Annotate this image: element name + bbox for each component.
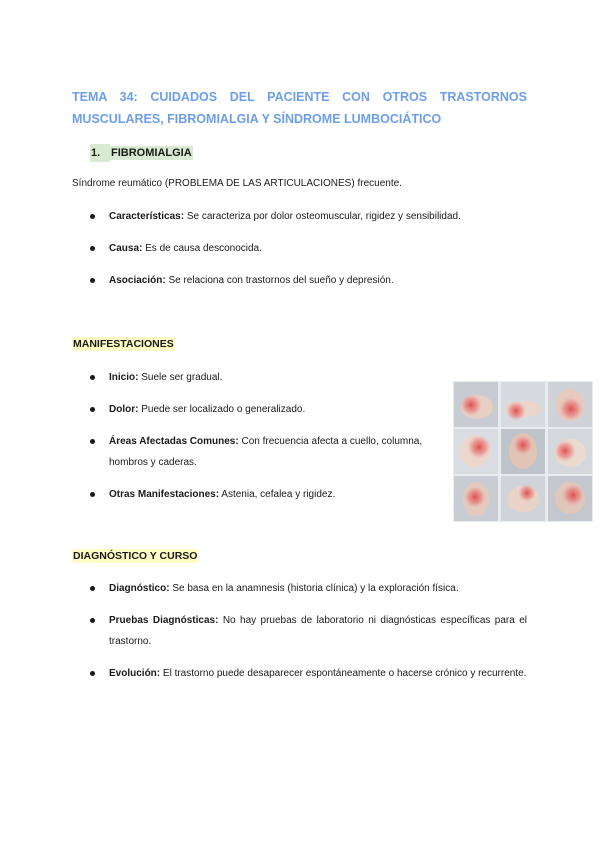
pain-collage-image xyxy=(453,381,593,522)
section-heading-text: DIAGNÓSTICO Y CURSO xyxy=(73,550,198,562)
item-term: Dolor: xyxy=(109,404,139,415)
section-heading-diagnostico xyxy=(72,548,198,564)
bullet-icon xyxy=(90,375,95,380)
intro-paragraph: Síndrome reumático (PROBLEMA DE LAS ARTICULACIONES) frecuente. xyxy=(72,178,402,189)
item-text: Suele ser gradual. xyxy=(138,372,223,383)
section-heading-fibromialgia xyxy=(90,144,193,162)
item-term: Inicio: xyxy=(109,372,139,383)
item-term: Diagnóstico: xyxy=(109,583,170,594)
item-text: Puede ser localizado o generalizado. xyxy=(138,404,306,415)
list-item xyxy=(72,238,532,259)
bullet-icon xyxy=(90,439,95,444)
fibromialgia-list xyxy=(72,206,532,291)
manifestaciones-list xyxy=(72,367,447,505)
section-heading-manifestaciones xyxy=(72,336,175,352)
list-item xyxy=(72,663,527,684)
bullet-icon xyxy=(90,671,95,676)
item-term: Características: xyxy=(109,211,185,222)
item-text: El trastorno puede desaparecer espontáneamente o hacerse crónico y recurrente. xyxy=(160,668,527,679)
list-item xyxy=(72,610,527,652)
list-item xyxy=(72,431,447,473)
item-text: Se caracteriza por dolor osteomuscular, rigidez y sensibilidad. xyxy=(184,211,461,222)
section-number: 1. xyxy=(90,144,110,162)
list-item xyxy=(72,578,527,599)
bullet-icon xyxy=(90,214,95,219)
list-item xyxy=(72,270,532,291)
item-text: Astenia, cefalea y rigidez. xyxy=(219,489,336,500)
bullet-icon xyxy=(90,278,95,283)
bullet-icon xyxy=(90,246,95,251)
section-heading-text: MANIFESTACIONES xyxy=(73,338,174,350)
item-term: Causa: xyxy=(109,243,143,254)
title-line-1: TEMA 34: CUIDADOS DEL PACIENTE CON OTROS TRASTORNOS xyxy=(72,90,527,104)
page-title xyxy=(72,86,527,130)
diagnostico-list xyxy=(72,578,527,684)
list-item xyxy=(72,399,447,420)
list-item xyxy=(72,367,447,388)
item-text: Es de causa desconocida. xyxy=(142,243,262,254)
item-text: Se basa en la anamnesis (historia clínica) y la exploración física. xyxy=(169,583,459,594)
title-line-2: MUSCULARES, FIBROMIALGIA Y SÍNDROME LUMBOCIÁTICO xyxy=(72,112,442,126)
item-text: No hay pruebas de laboratorio ni diagnósticas específicas para el trastorno. xyxy=(109,615,527,647)
list-item xyxy=(72,206,532,227)
section-label: FIBROMIALGIA xyxy=(111,147,192,159)
item-text: Con frecuencia afecta a cuello, columna, hombros y caderas. xyxy=(109,436,423,468)
bullet-icon xyxy=(90,407,95,412)
bullet-icon xyxy=(90,492,95,497)
item-term: Evolución: xyxy=(109,668,161,679)
item-term: Áreas Afectadas Comunes: xyxy=(109,436,239,447)
item-term: Otras Manifestaciones: xyxy=(109,489,220,500)
bullet-icon xyxy=(90,618,95,623)
item-text: Se relaciona con trastornos del sueño y depresión. xyxy=(165,275,394,286)
list-item xyxy=(72,484,447,505)
bullet-icon xyxy=(90,586,95,591)
pain-collage-graphic xyxy=(453,381,593,522)
item-term: Pruebas Diagnósticas: xyxy=(109,615,219,626)
item-term: Asociación: xyxy=(109,275,166,286)
